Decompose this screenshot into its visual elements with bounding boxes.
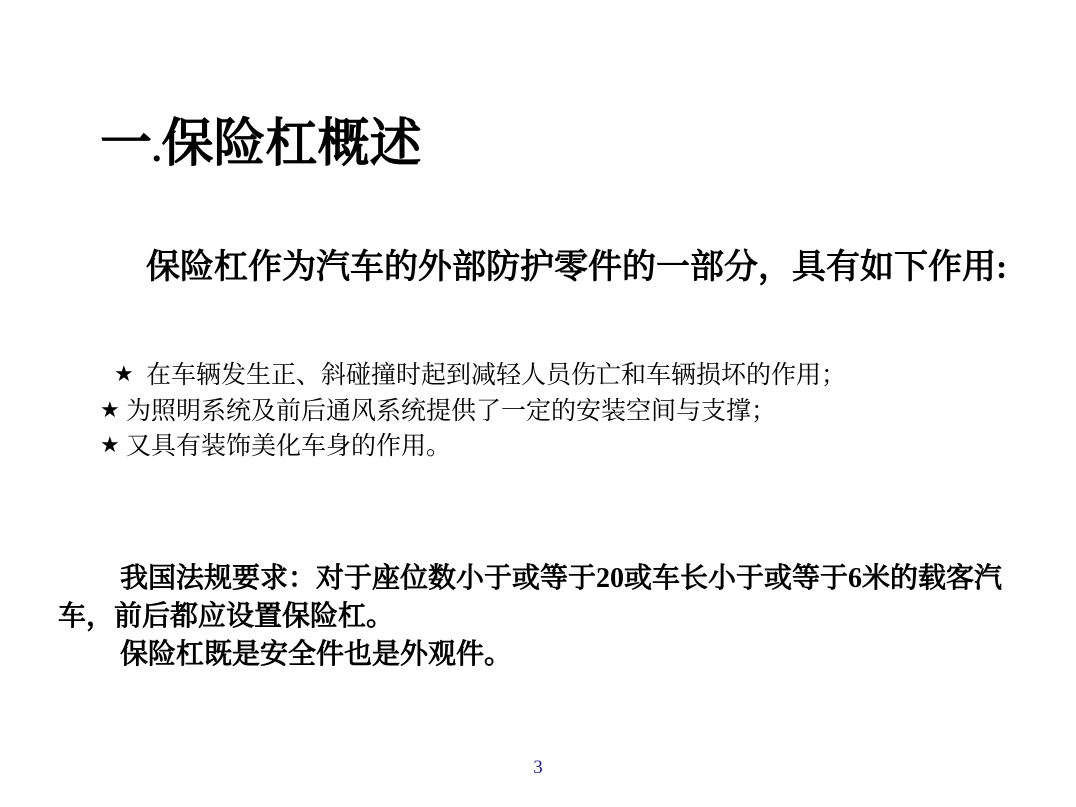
page-title-index: 一 xyxy=(100,116,153,173)
bullet-list xyxy=(100,358,1030,465)
page-title xyxy=(100,116,422,173)
page-title-text: 保险杠概述 xyxy=(161,116,422,173)
page-number: 3 xyxy=(533,757,543,778)
star-icon: ★ xyxy=(100,396,120,422)
star-icon: ★ xyxy=(100,432,120,457)
list-item xyxy=(100,429,1030,465)
regulation-paragraph-1: 我国法规要求：对于座位数小于或等于20或车长小于或等于6米的载客汽车，前后都应设置保险杠。 xyxy=(58,563,1003,632)
list-item-label: 又具有装饰美化车身的作用。 xyxy=(125,433,451,460)
star-icon: ★ xyxy=(114,361,134,386)
list-item-label: 在车辆发生正、斜碰撞时起到减轻人员伤亡和车辆损坏的作用； xyxy=(145,362,846,389)
list-item xyxy=(100,358,1030,394)
page-title-separator: . xyxy=(152,128,162,170)
regulation-paragraph-2: 保险杠既是安全件也是外观件。 xyxy=(120,638,513,670)
regulation-block xyxy=(58,560,1038,673)
intro-paragraph: 保险杠作为汽车的外部防护零件的一部分，具有如下作用: xyxy=(146,249,1008,286)
list-item xyxy=(100,394,1030,430)
list-item-label: 为照明系统及前后通风系统提供了一定的安装空间与支撑； xyxy=(125,397,776,425)
